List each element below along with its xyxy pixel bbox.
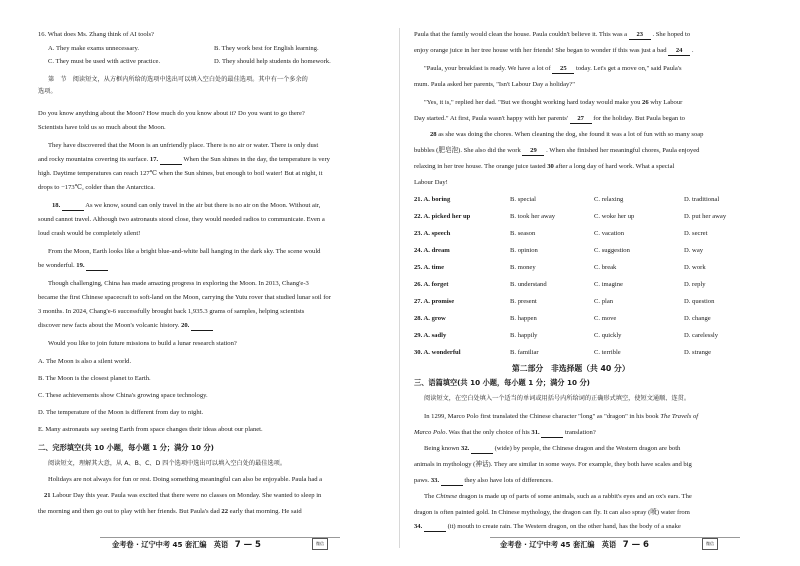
mc-row [414,195,774,204]
passage-line-q18 [52,201,388,211]
mc-row [414,297,774,306]
mc-option[interactable]: B. opinion [510,247,538,254]
passage-line: became the first Chinese spacecraft to soft-land on the Moon, carrying the Yutu rover that studied lunar soil for [38,294,331,301]
section-heading-cloze: 二、完形填空(共 10 小题，每小题 1 分；满分 10 分) [38,443,214,452]
mc-option[interactable]: 25. A. time [414,264,445,271]
passage-text: paws. [414,477,430,484]
passage-text: discover new facts about the Moon's volcanic history. [38,322,180,329]
blank-number: 18. [52,202,61,209]
passage-text: translation? [564,429,596,436]
passage-text: When the Sun shines in the day, the temperature is very [183,156,330,163]
mc-option[interactable]: D. reply [684,281,706,288]
passage-line-q17 [38,155,388,165]
mc-option[interactable]: 27. A. promise [414,298,455,305]
passage-line: From the Moon, Earth looks like a bright blue-and-white ball hanging in the dark sky. The scene would [48,248,321,255]
section-instruction: 阅读短文，理解其大意，从 A、B、C、D 四个选项中选出可以填入空白处的最佳选项。 [48,460,287,467]
passage-line [424,492,770,501]
passage-line: sound cannot travel. Although two astronauts stood close, they would needed radios to communicate. Even a [38,216,325,223]
passage-line-q24 [414,46,770,56]
passage-text: as she was doing the chores. When cleaning the dog, she found it was a lot of fun with so many soap [438,131,704,138]
q16-option-d: D. They should help students do homework. [214,58,331,65]
passage-line: Scientists have told us so much about the Moon. [38,124,166,131]
mc-option[interactable]: B. happily [510,332,538,339]
mc-option[interactable]: D. carelessly [684,332,719,339]
passage-text: Being known [424,445,460,452]
mc-option[interactable]: C. imagine [594,281,623,288]
passage-text: bubbles (肥皂泡). She also did the work [414,147,521,154]
passage-text: early that morning. He said [229,508,302,515]
mc-option[interactable]: C. break [594,264,617,271]
page-number: 7 — 5 [234,540,261,550]
passage-text: . [691,47,694,54]
mc-option[interactable]: C. move [594,315,617,322]
mc-row [414,348,774,357]
qr-stamp-icon: 微信 [312,538,328,550]
passage-line-q29 [414,146,770,156]
mc-option[interactable]: B. understand [510,281,547,288]
passage-text: "Yes, it is," replied her dad. "But we thought working hard today would make you [424,99,641,106]
passage-text: dragon is made up of parts of some animals, such as a rabbit's eyes and an ox's ears. The [458,493,692,500]
mc-option[interactable]: C. terrible [594,349,621,356]
passage-line: high. Daytime temperatures can reach 127℃ when the Sun shines, but enough to boil water! But at night, it [38,170,323,177]
answer-blank[interactable] [160,155,182,165]
passage-line-q27 [414,114,770,124]
blank-number: 21 [44,492,51,499]
passage-line: dragon is often painted gold. In Chinese mythology, the dragon can fly. It can also spray (喷) water from [414,509,690,516]
passage-line-q19 [38,261,388,271]
passage-line-q28 [430,130,770,139]
mc-option[interactable]: D. question [684,298,715,305]
passage-text: why Labour [650,99,683,106]
mc-option[interactable]: B. familiar [510,349,539,356]
part-heading: 第二部分 非选择题（共 40 分） [512,364,630,373]
page-number: 7 — 6 [622,540,649,550]
passage-line-q23 [414,30,770,40]
mc-option[interactable]: 21. A. boring [414,196,451,203]
passage-text: they also have lots of differences. [464,477,553,484]
passage-text: for the holiday. But Paula began to [593,115,685,122]
mc-option[interactable]: C. suggestion [594,247,630,254]
passage-text: relaxing in her tree house. The orange juice tasted [414,163,546,170]
blank-number: 17. [149,156,159,163]
passage-text: . Was that the only choice of his [445,429,530,436]
blank-number: 32. [461,445,470,452]
mc-option[interactable]: B. present [510,298,537,305]
book-title: The Travels of [660,413,699,420]
passage-line: Do you know anything about the Moon? How much do you know about it? Do you want to go there? [38,110,305,117]
answer-blank[interactable] [441,476,463,486]
section-instruction: 第 节 阅读短文，从方框内所给的选项中选出可以填入空白处的最佳选项。其中有一个多余的 [48,76,308,83]
mc-option[interactable]: B. season [510,230,536,237]
mc-option[interactable]: C. vacation [594,230,625,237]
blank-number: 30 [547,163,554,170]
mc-option[interactable]: 24. A. dream [414,247,450,254]
mc-option[interactable]: D. strange [684,349,712,356]
passage-line-q21 [44,491,388,500]
blank-number: 33. [430,477,440,484]
box-option-d: D. The temperature of the Moon is different from day to night. [38,409,204,416]
mc-row [414,229,774,238]
passage-text: . When she finished her meaningful chores, Paula enjoyed [546,147,700,154]
passage-text: the morning and then go out to play with her friends. But Paula's dad [38,508,220,515]
qr-stamp-icon: 微信 [702,538,718,550]
passage-line-q34 [414,522,770,532]
blank-number: 19. [76,262,85,269]
passage-line: loud crash would be completely silent! [38,230,141,237]
mc-row [414,314,774,323]
mc-option[interactable]: B. special [510,196,537,203]
passage-text: As we know, sound can only travel in the air but there is no air on the Moon. Without air, [85,202,321,209]
passage-line: Would you like to join future missions to build a lunar research station? [48,340,237,347]
passage-line: mum. Paula asked her parents, "Isn't Labour Day a holiday?" [414,81,575,88]
passage-text: and rocky mountains covering its surface. [38,156,149,163]
section-instruction-cont: 选项。 [38,88,57,95]
section-heading-fill: 三、语篇填空(共 10 小题，每小题 1 分；满分 10 分) [414,378,590,387]
passage-line: They have discovered that the Moon is an unfriendly place. There is no air or water. There is only dust [48,142,319,149]
blank-number: 20. [181,322,190,329]
passage-text: (wide) by people, the Chinese dragon and the Western dragon are both [494,445,681,452]
passage-line-q32 [424,444,770,454]
mc-row [414,246,774,255]
passage-text: Labour Day this year. Paula was excited that there were no classes on Monday. She wanted to sleep in [52,492,322,499]
box-option-e: E. Many astronauts say seeing Earth from space changes their ideas about our planet. [38,426,263,433]
mc-option[interactable]: D. traditional [684,196,720,203]
blank-number[interactable]: 29 [522,146,544,156]
mc-option[interactable]: 29. A. sadly [414,332,447,339]
footer-title: 金考卷 · 辽宁中考 45 套汇编 英语 [500,540,617,549]
blank-number: 22 [221,508,229,515]
footer-rule [100,537,340,538]
blank-number[interactable]: 24 [668,46,690,56]
answer-blank[interactable] [424,522,446,532]
mc-option[interactable]: 26. A. forget [414,281,449,288]
blank-number: 28 [430,131,437,138]
right-column [400,0,800,566]
passage-line [424,412,770,421]
blank-number[interactable]: 23 [629,30,651,40]
mc-option[interactable]: B. happen [510,315,537,322]
passage-line: 3 months. In 2024, Chang'e-6 successfully brought back 1,935.3 grams of samples, helping scientists [38,308,305,315]
passage-line: animals in mythology (神话). They are similar in some ways. For example, they both have scales and big [414,461,692,468]
mc-option[interactable]: 23. A. speech [414,230,451,237]
footer-title: 金考卷 · 辽宁中考 45 套汇编 英语 [112,540,229,549]
passage-line: drops to −173℃, colder than the Antarctica. [38,184,155,191]
mc-option[interactable]: 30. A. wonderful [414,349,461,356]
answer-blank[interactable] [541,428,563,438]
passage-text: In 1299, Marco Polo first translated the Chinese character "long" as "dragon" in his book [424,413,659,420]
q16-stem: 16. What does Ms. Zhang think of AI tools? [38,31,154,38]
q16-option-a: A. They make exams unnecessary. [48,45,139,52]
mc-option[interactable]: C. woke her up [594,213,635,220]
passage-line: Labour Day! [414,179,448,186]
passage-text: Day started." At first, Paula wasn't happy with her parents' [414,115,568,122]
blank-number[interactable]: 27 [570,114,592,124]
mc-option[interactable]: B. money [510,264,536,271]
box-option-b: B. The Moon is the closest planet to Earth. [38,375,151,382]
mc-row [414,331,774,340]
passage-line: Holidays are not always for fun or rest. Doing something meaningful can also be enjoyable. Paula had a [48,476,323,483]
mc-row [414,263,774,272]
mc-option[interactable]: D. change [684,315,711,322]
footer-right [500,540,649,550]
box-option-a: A. The Moon is also a silent world. [38,358,132,365]
answer-blank[interactable] [191,321,213,331]
mc-option[interactable]: 22. A. picked her up [414,213,471,220]
answer-blank[interactable] [86,261,108,271]
blank-number: 31. [531,429,540,436]
passage-line-q30 [414,162,770,171]
answer-blank[interactable] [62,201,84,211]
passage-text: (it) mouth to create rain. The Western dragon, on the other hand, has the body of a snake [447,523,681,530]
passage-text: . She hoped to [652,31,691,38]
book-title: Marco Polo [414,429,446,436]
mc-option[interactable]: C. relaxing [594,196,624,203]
footer-left [112,540,261,550]
mc-row [414,280,774,289]
mc-row [414,212,774,221]
passage-text: enjoy orange juice in her tree house with her friends! She began to wonder if this was just a bad [414,47,667,54]
passage-text: be wonderful. [38,262,75,269]
passage-text: after a long day of hard work. What a special [555,163,675,170]
passage-line-q26 [424,98,770,107]
mc-option[interactable]: 28. A. grow [414,315,446,322]
mc-option[interactable]: C. quickly [594,332,622,339]
passage-line-q33 [414,476,770,486]
section-instruction: 阅读短文，在空白处填入一个适当的单词或用括号内所给词的正确形式填空，使短文通顺、连贯。 [424,395,691,402]
blank-number[interactable]: 25 [552,64,574,74]
mc-option[interactable]: C. plan [594,298,614,305]
box-option-c: C. These achievements show China's growing space technology. [38,392,208,399]
q16-option-b: B. They work best for English learning. [214,45,319,52]
q16-option-c: C. They must be used with active practice. [48,58,161,65]
passage-line: Though challenging, China has made amazing progress in exploring the Moon. In 2013, Chang'e-3 [48,280,309,287]
passage-text: "Paula, your breakfast is ready. We have a lot of [424,65,551,72]
passage-line-q31 [414,428,770,438]
passage-line-q25 [424,64,770,74]
blank-number: 34. [414,523,423,530]
blank-number: 26 [642,99,649,106]
mc-option[interactable]: D. work [684,264,706,271]
mc-option[interactable]: D. way [684,247,704,254]
emphasis-text: Chinese [435,493,458,500]
passage-text: Paula that the family would clean the house. Paula couldn't believe it. This was a [414,31,628,38]
passage-text: The [424,493,435,500]
passage-text: today. Let's get a move on," said Paula's [575,65,682,72]
mc-option[interactable]: D. secret [684,230,708,237]
mc-option[interactable]: D. put her away [684,213,727,220]
answer-blank[interactable] [471,444,493,454]
passage-line-q22 [38,507,388,516]
mc-option[interactable]: B. took her away [510,213,556,220]
passage-line-q20 [38,321,388,331]
